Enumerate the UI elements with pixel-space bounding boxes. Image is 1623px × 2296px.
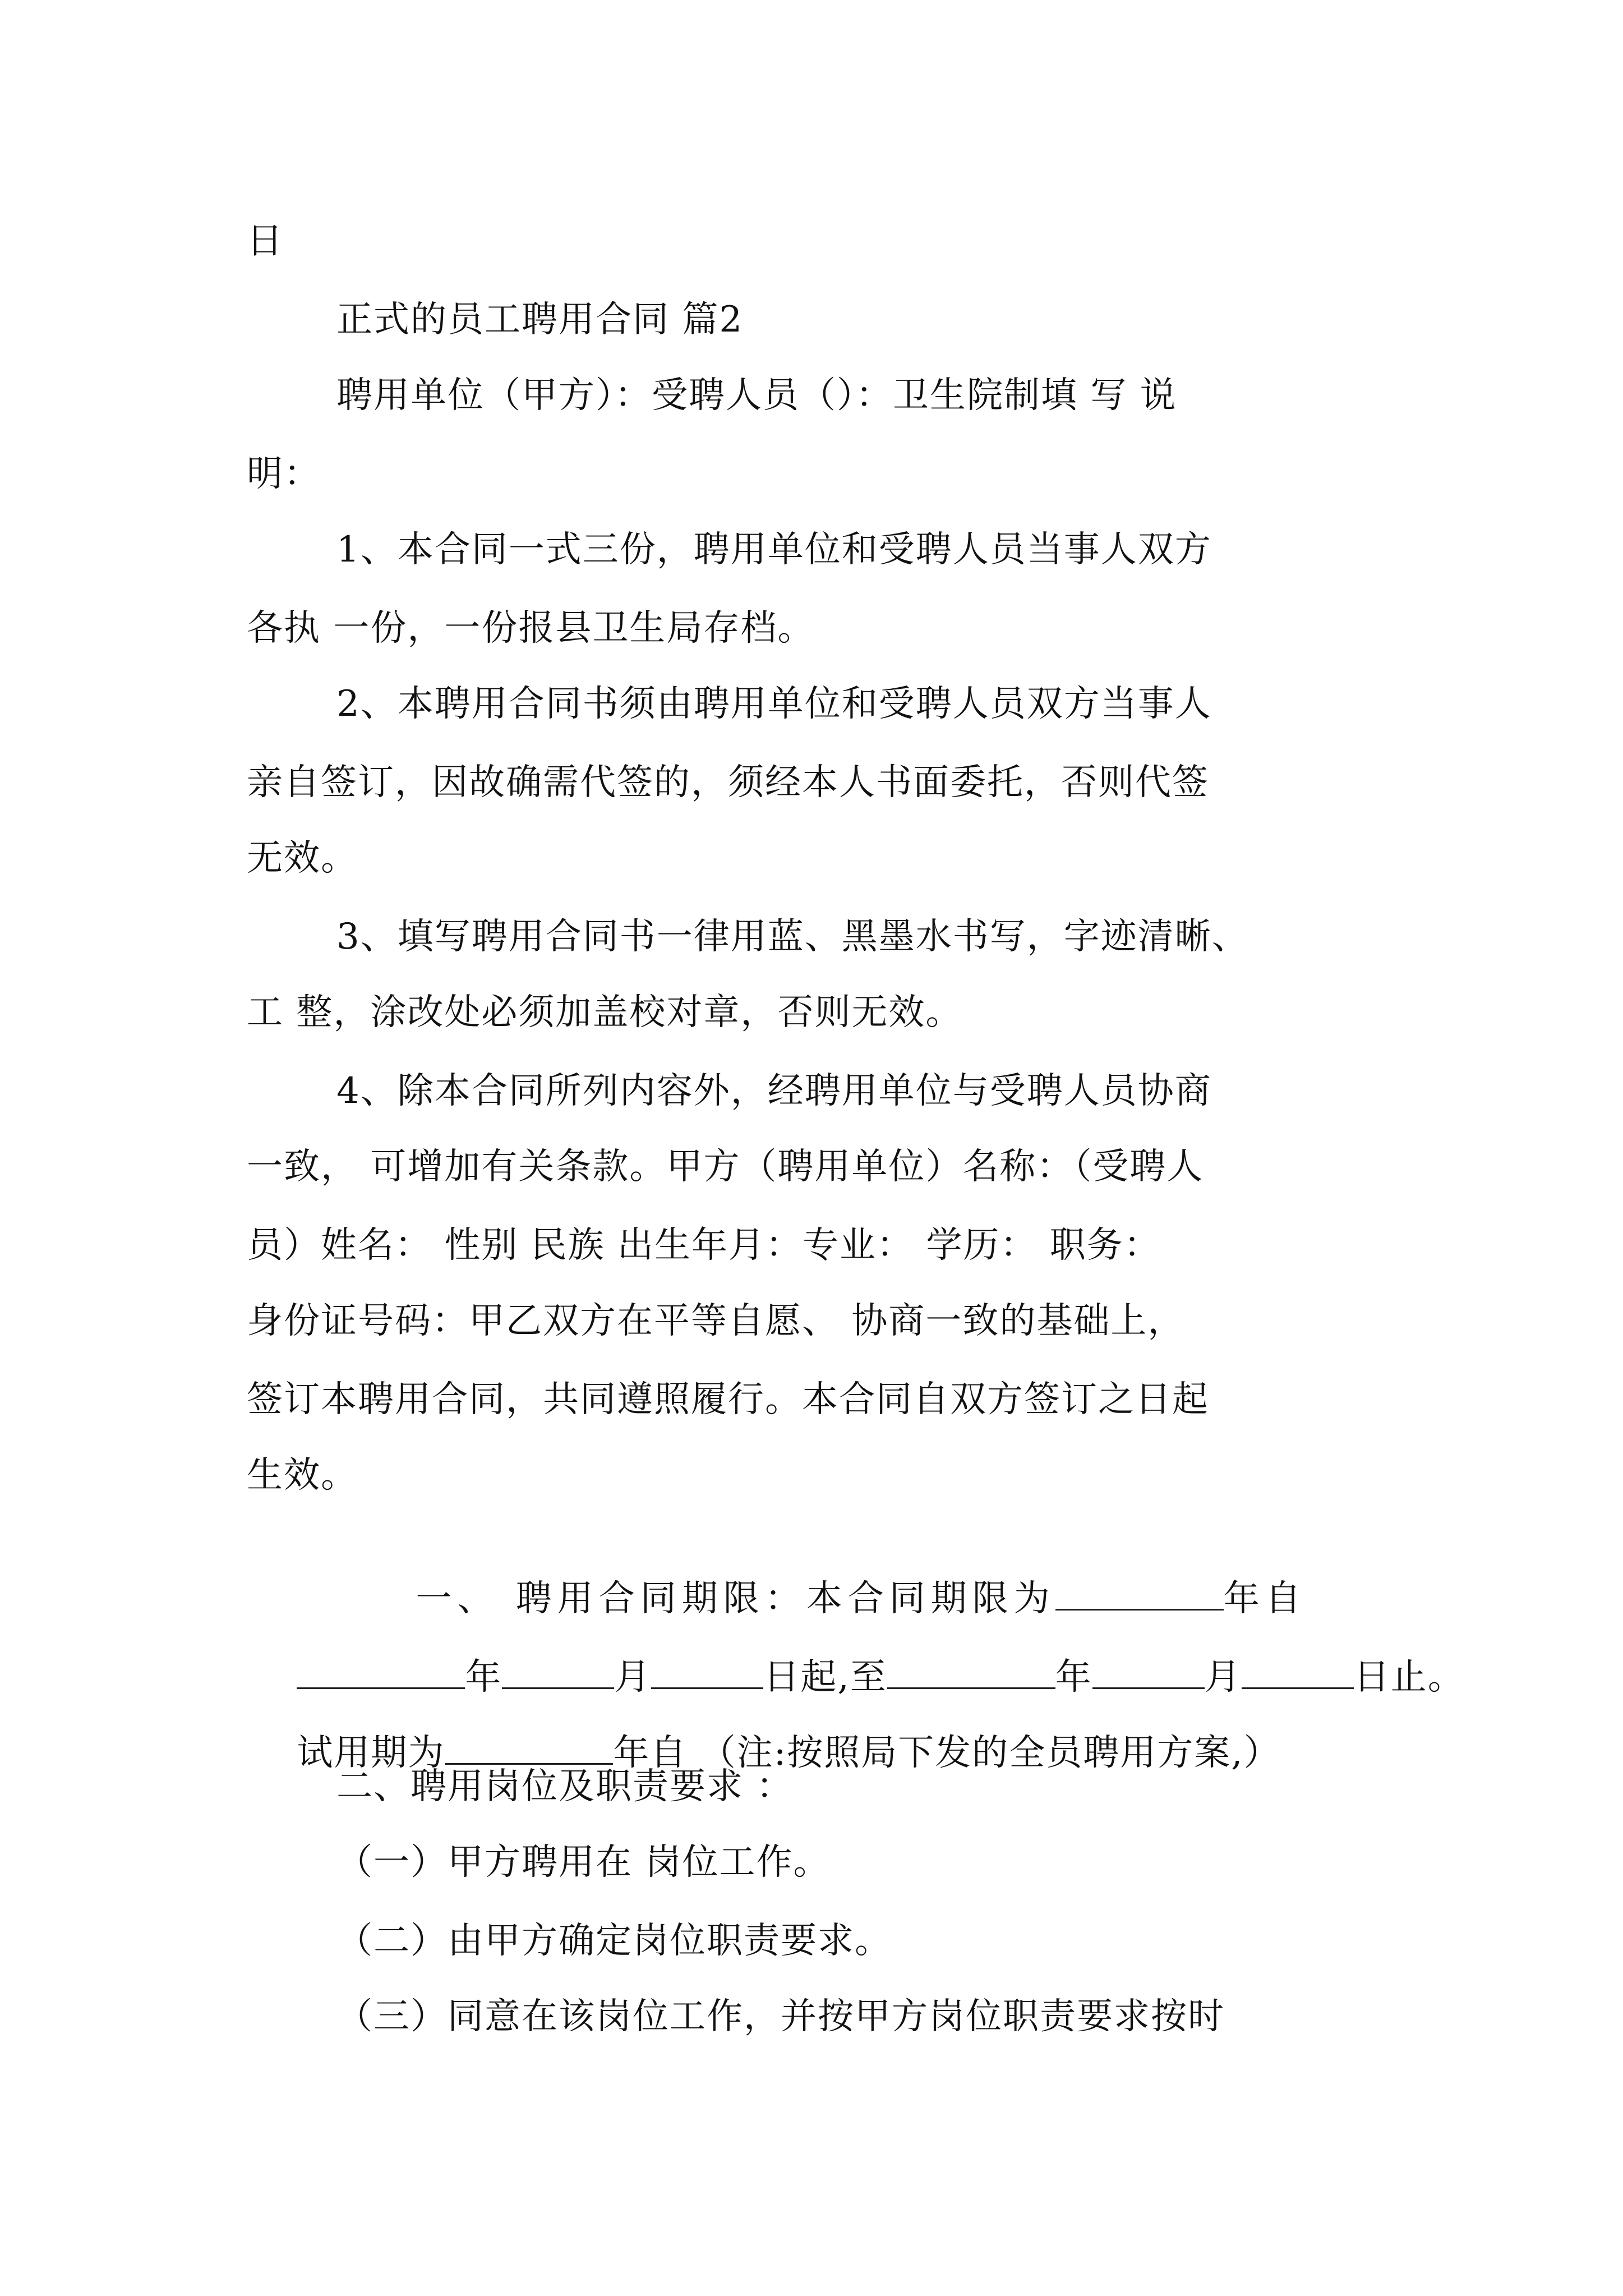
text-line: 1、本合同一式三份，聘用单位和受聘人员当事人双方 bbox=[336, 529, 1212, 570]
term-text: 试用期为 bbox=[297, 1732, 445, 1774]
text-line: 身份证号码：甲乙双方在平等自愿、 协商一致的基础上， bbox=[247, 1300, 1185, 1342]
text-line: 2、本聘用合同书须由聘用单位和受聘人员双方当事人 bbox=[336, 683, 1212, 725]
text-line: 明： bbox=[247, 453, 321, 495]
blank-field bbox=[1055, 1576, 1224, 1611]
term-text: 月 bbox=[1204, 1657, 1242, 1698]
section-heading: 二、聘用岗位及职责要求 ： bbox=[336, 1766, 794, 1807]
term-text: 年 bbox=[1055, 1657, 1092, 1698]
text-line: 3、填写聘用合同书一律用蓝、黑墨水书写，字迹清晰、 bbox=[336, 916, 1249, 958]
blank-field bbox=[502, 1655, 614, 1689]
term-text: 年 bbox=[465, 1657, 502, 1698]
text-line: 日 bbox=[247, 220, 284, 262]
text-line: 签订本聘用合同，共同遵照履行。本合同自双方签订之日起 bbox=[247, 1379, 1209, 1420]
text-line: 生效。 bbox=[247, 1455, 358, 1496]
text-line: 无效。 bbox=[247, 838, 358, 879]
term-text: 日止。 bbox=[1353, 1657, 1465, 1698]
text-line: 亲自签订，因故确需代签的，须经本人书面委托，否则代签 bbox=[247, 762, 1209, 803]
text-line: 员）姓名： 性别 民族 出生年月：专业： 学历： 职务： bbox=[247, 1225, 1161, 1266]
term-text: 月 bbox=[614, 1657, 652, 1698]
blank-field bbox=[297, 1655, 465, 1689]
blank-field bbox=[1242, 1655, 1354, 1689]
text-line: （二）由甲方确定岗位职责要求。 bbox=[336, 1920, 892, 1962]
text-line: 4、除本合同所列内容外，经聘用单位与受聘人员协商 bbox=[336, 1070, 1212, 1112]
text-line: 聘用单位（甲方）：受聘人员（）：卫生院制填 写 说 bbox=[336, 375, 1177, 416]
blank-field bbox=[887, 1655, 1055, 1689]
term-text: 年自 （注:按照局下发的全员聘用方案,） bbox=[613, 1732, 1281, 1774]
blank-field bbox=[445, 1731, 613, 1765]
text-line: （三）同意在该岗位工作，并按甲方岗位职责要求按时 bbox=[336, 1996, 1225, 2037]
term-text: 一、 聘用合同期限：本合同期限为 bbox=[416, 1578, 1055, 1619]
text-line: （一）甲方聘用在 岗位工作。 bbox=[336, 1842, 831, 1883]
term-text: 年自 bbox=[1223, 1578, 1307, 1619]
text-line: 一致， 可增加有关条款。甲方（聘用单位）名称：（受聘人 bbox=[247, 1146, 1204, 1188]
text-line: 各执 一份，一份报县卫生局存档。 bbox=[247, 608, 815, 649]
blank-field bbox=[1092, 1655, 1205, 1689]
term-text: 日起,至 bbox=[763, 1657, 887, 1698]
document-title: 正式的员工聘用合同 篇2 bbox=[336, 299, 744, 341]
blank-field bbox=[651, 1655, 763, 1689]
text-line: 工 整，涂改处必须加盖校对章，否则无效。 bbox=[247, 992, 963, 1033]
